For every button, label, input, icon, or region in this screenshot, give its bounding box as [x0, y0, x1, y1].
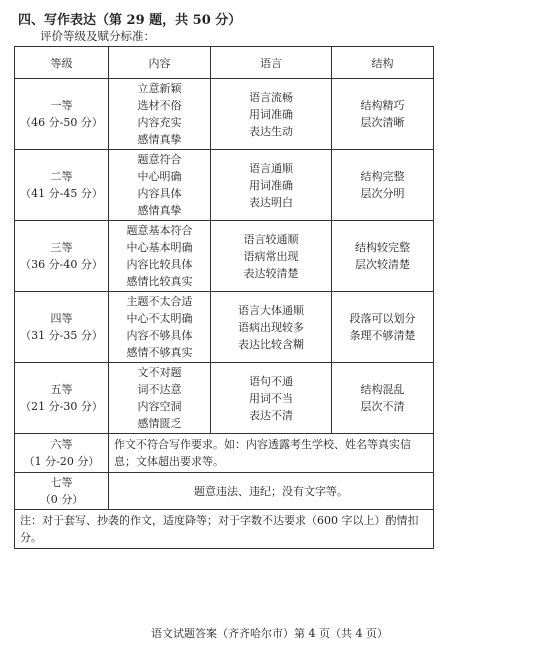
structure-line: 结构混乱 [360, 383, 405, 396]
content-cell [109, 363, 211, 434]
language-line: 语言大体通顺 [238, 303, 304, 317]
grade-cell [15, 363, 109, 434]
table-row [15, 473, 434, 510]
grade-name: 四等 [50, 312, 73, 325]
grade-cell [15, 434, 109, 473]
content-cell [109, 150, 211, 221]
language-line: 用词准确 [249, 107, 293, 121]
language-line: 表达不清 [249, 408, 293, 422]
content-line: 中心不太明确 [126, 312, 193, 325]
grade-cell [15, 473, 109, 510]
grade-score: （46 分-50 分） [20, 116, 103, 129]
requirement-text: 题意违法、违纪；没有文字等。 [109, 473, 434, 510]
grade-score: （31 分-35 分） [20, 329, 103, 342]
grade-name: 一等 [50, 99, 73, 112]
page-footer: 语文试题答案（齐齐哈尔市）第 4 页（共 4 页） [151, 627, 388, 640]
structure-cell [332, 363, 434, 434]
structure-line: 层次不清 [360, 400, 405, 413]
content-line: 题意符合 [137, 153, 182, 166]
language-cell [211, 292, 332, 363]
content-line: 词不达意 [137, 383, 182, 396]
language-line: 表达生动 [249, 124, 293, 138]
grade-name: 二等 [50, 170, 73, 183]
header-language: 语言 [211, 47, 332, 79]
header-grade: 等级 [15, 47, 109, 79]
table-row [15, 79, 434, 150]
language-line: 表达比较含糊 [238, 337, 304, 351]
content-line: 内容充实 [137, 116, 182, 129]
table-note: 注：对于套写、抄袭的作文，适度降等；对于字数不达要求（600 字以上）酌情扣分。 [15, 510, 434, 549]
language-cell [211, 363, 332, 434]
language-cell [211, 221, 332, 292]
content-line: 选材不俗 [137, 99, 182, 112]
table-row [15, 363, 434, 434]
structure-cell [332, 150, 434, 221]
grading-table [14, 46, 434, 549]
table-row [15, 150, 434, 221]
content-line: 立意新颖 [137, 82, 182, 95]
grade-cell [15, 221, 109, 292]
grade-name: 六等 [50, 438, 73, 451]
language-cell [211, 150, 332, 221]
language-line: 表达较清楚 [243, 266, 299, 280]
grade-score: （0 分） [39, 493, 84, 506]
content-line: 中心基本明确 [126, 241, 193, 254]
content-line: 感情匮乏 [137, 417, 182, 430]
table-row [15, 434, 434, 473]
language-line: 语病常出现 [243, 249, 299, 263]
structure-line: 结构完整 [360, 170, 405, 183]
structure-line: 层次清晰 [360, 116, 405, 129]
content-line: 文不对题 [137, 366, 182, 379]
content-line: 感情比较真实 [126, 275, 193, 288]
content-cell [109, 292, 211, 363]
language-line: 语言较通顺 [243, 232, 299, 246]
content-line: 主题不太合适 [126, 295, 193, 308]
header-structure: 结构 [332, 47, 434, 79]
language-line: 语病出现较多 [238, 320, 304, 334]
content-line: 感情真挚 [137, 133, 182, 146]
grade-name: 三等 [50, 241, 73, 254]
structure-line: 结构精巧 [360, 99, 405, 112]
language-line: 表达明白 [249, 195, 293, 209]
content-line: 题意基本符合 [126, 224, 193, 237]
structure-line: 结构较完整 [355, 241, 410, 254]
language-cell [211, 79, 332, 150]
structure-line: 层次较清楚 [355, 258, 410, 271]
content-line: 内容比较具体 [126, 258, 193, 271]
grade-name: 五等 [50, 383, 73, 396]
grade-name: 七等 [50, 476, 73, 489]
content-line: 中心明确 [137, 170, 182, 183]
section-heading: 四、写作表达（第 29 题，共 50 分） [18, 13, 242, 28]
table-header-row [15, 47, 434, 79]
structure-cell [332, 292, 434, 363]
structure-line: 条理不够清楚 [349, 329, 416, 342]
structure-cell [332, 79, 434, 150]
content-line: 内容空洞 [137, 400, 182, 413]
language-line: 语言流畅 [249, 90, 293, 104]
grade-score: （36 分-40 分） [20, 258, 103, 271]
structure-line: 层次分明 [360, 187, 405, 200]
section-subheading: 评价等级及赋分标准： [40, 29, 155, 43]
grade-cell [15, 292, 109, 363]
grade-cell [15, 150, 109, 221]
language-line: 语句不通 [249, 374, 293, 388]
header-content: 内容 [109, 47, 211, 79]
content-line: 感情不够真实 [126, 346, 193, 359]
content-cell [109, 79, 211, 150]
table-row [15, 221, 434, 292]
language-line: 用词准确 [249, 178, 293, 192]
structure-cell [332, 221, 434, 292]
content-line: 内容具体 [137, 187, 182, 200]
note-row [15, 510, 434, 549]
language-line: 用词不当 [249, 391, 293, 405]
grade-score: （41 分-45 分） [20, 187, 103, 200]
grade-score: （21 分-30 分） [20, 400, 103, 413]
structure-line: 段落可以划分 [349, 312, 416, 325]
content-line: 内容不够具体 [126, 329, 193, 342]
table-row [15, 292, 434, 363]
content-cell [109, 221, 211, 292]
grade-score: （1 分-20 分） [23, 455, 100, 468]
language-line: 语言通顺 [249, 161, 293, 175]
content-line: 感情真挚 [137, 204, 182, 217]
requirement-text: 作文不符合写作要求。如：内容透露考生学校、姓名等真实信息；文体超出要求等。 [109, 434, 434, 473]
grade-cell [15, 79, 109, 150]
